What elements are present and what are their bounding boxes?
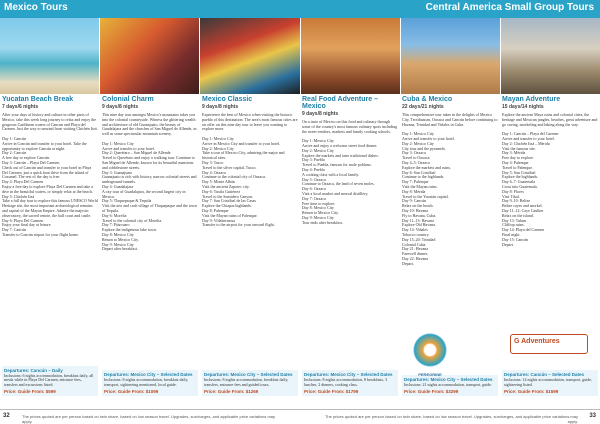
price-text: Price: Guide From: $1099: [104, 389, 159, 394]
inclusions-text: Inclusions: 21 nights accommodation, transport, guide.: [404, 382, 492, 388]
inclusions-text: Inclusions: 14 nights accommodation, transport, guide, sightseeing listed.: [504, 377, 592, 388]
price-text: Price: Guide From: $3299: [404, 389, 459, 394]
tour-title: Real Food Adventure – Mexico: [302, 96, 378, 110]
tour-duration: 9 days/8 nights: [102, 104, 139, 110]
tour-duration: 7 days/6 nights: [2, 104, 39, 110]
cuba-mexico-photo: [401, 18, 501, 94]
tour-title: Mexico Classic: [202, 96, 253, 103]
departure-box: [402, 375, 498, 396]
tour-itinerary: On a taste of Mexico on this food and culinary through some of the country's most famous culinary spots including the street vendors, markets and family cooking schools. Day 1: Mexico City Arrive and enjoy a welcome street food dinner. Day 2: Mexico City Explore the markets and taste traditional dishes. Day 3: Puebla Travel to Puebla, famous for mole poblano. Day 4: Puebla A cooking class with a local family. Day 5: Oaxaca Continue to Oaxaca, the land of seven moles. Day 6: Oaxaca Visit a local market and mezcal distillery. Day 7: Oaxaca Free time to explore. Day 8: Mexico City Return to Mexico City. Day 9: Mexico City Tour ends after breakfast.: [302, 119, 398, 225]
footer-note-left: The prices quoted are per person based on twin share, based on low season travel. Upgrades, surcharges, and applicable price variations may apply.: [22, 414, 276, 424]
inclusions-text: Inclusions: 8 nights accommodation, breakfast daily, transfers, entrance fees and guided tours.: [204, 377, 289, 388]
tour-duration: 9 days/8 nights: [302, 111, 339, 117]
tour-column: [302, 96, 398, 396]
departure-title: Departures: Cancún – Selected Dates: [504, 372, 585, 378]
tour-title: Colonial Charm: [102, 96, 154, 103]
tour-duration: 22 days/21 nights: [402, 104, 444, 110]
tour-itinerary: Explore the ancient Maya ruins and colonial cities, the heritage and Mexican jungles, beaches, great adventure and go caving, snorkeling and hiking along the way. Day 1: Cancún – Playa del Carmen Arrive and transfer to your hotel. Day 2: Chichén Itzá – Mérida Visit the famous site. Day 3: Mérida Free day to explore. Day 4: Palenque Travel to Palenque. Day 5: San Cristóbal Explore the highlands. Day 6–7: Guatemala Cross into Guatemala. Day 8: Flores Visit Tikal. Day 9–10: Belize Belize cayes and snorkel. Day 11–12: Caye Caulker Relax on the island. Day 13: Tulum Clifftop ruins. Day 14: Playa del Carmen Final night. Day 15: Cancún Depart.: [502, 112, 598, 247]
departure-title: Departures: Mexico City – Selected Dates: [104, 372, 193, 378]
footer-note-right: The prices quoted are per person based on twin share, based on low season travel. Upgrades, surcharges, and applicable price variations may apply.: [324, 414, 578, 424]
tour-duration: 15 days/14 nights: [502, 104, 544, 110]
tour-title: Mayan Adventure: [502, 96, 561, 103]
tour-itinerary: Experience the best of Mexico when visiting the historic pueblo of this destination. The area's most famous cities are on offer on this nine day tour to leave you wanting to explore more. Day 1: Mexico City Arrive in Mexico City and transfer to your hotel. Day 2: Mexico City Take a tour of Mexico City, admiring the major and historical sites. Day 3: Taxco Travel to the silver capital, Taxco. Day 4: Oaxaca Continue to the colonial city of Oaxaca. Day 5: Monte Albán Visit the ancient Zapotec city. Day 6: Tuxtla Gutiérrez Travel to the Sumidero Canyon. Day 7: San Cristóbal de las Casas Explore the Chiapas highlands. Day 8: Palenque Visit the Mayan ruins of Palenque. Day 9: Villahermosa Transfer to the airport for your onward flight.: [202, 112, 298, 228]
departure-box: [502, 370, 598, 396]
departure-title: Departures: Mexico City – Selected Dates: [404, 377, 493, 383]
photo-strip: [0, 18, 600, 94]
tour-column: [102, 96, 198, 396]
peregrine-logo-icon: [410, 330, 450, 370]
food-photo: [301, 18, 401, 94]
tour-itinerary: After your days of history and culture in other parts of Mexico, take this week long journey to relax and enjoy the gorgeous Caribbean waters of Cancun and Playa del Carmen. Just the way to unwind from visiting Chichén Itzá. Day 1: Cancún Arrive in Cancún and transfer to your hotel. Take the opportunity to explore Cancún at night. Day 2: Cancún A free day to explore Cancún. Day 3: Cancún – Playa Del Carmen Check out of Cancún and transfer to your hotel in Playa Del Carmen, just a quick boat drive from the island of Cozumel. The rest of the day is free. Day 4: Playa Del Carmen Enjoy a free day to explore Playa Del Carmen and take a dive in the beautiful waters, or simply relax at the beach. Day 5: Chichén Itzá Take a full day tour to explore this famous UNESCO World Heritage site, the most important archaeological remains and capital of the Mayan Empire. Admire the majestic observatory, the sacred cenote, the ball court and castle. Day 6: Playa Del Carmen Enjoy your final day at leisure. Day 7: Cancún Transfer to Cancún airport for your flight home.: [2, 112, 98, 237]
header-bar: [0, 0, 600, 18]
departure-box: [2, 366, 98, 396]
inclusions-text: Inclusions: 8 nights accommodation, breakfast daily, transport, sightseeing mentioned, local guide.: [104, 377, 189, 388]
inclusions-text: Inclusions: 6 nights accommodation, breakfast daily, all meals while in Playa Del Carmen, entrance fees, transfers and excursions listed.: [4, 372, 94, 388]
tour-itinerary: This nine day tour amongst Mexico's mountains takes you into the colonial countryside. Witness the glittering wealth and architecture of old Guanajuato, the beauty of Guadalajara and the churches of San Miguel de Allende, as well as some spectacular mountain scenery. Day 1: Mexico City Arrive and transfer to your hotel. Day 2: Querétaro – San Miguel de Allende Travel to Querétaro and enjoy a walking tour. Continue to San Miguel de Allende, known for its beautiful mansions and cobblestone streets. Day 3: Guanajuato Guanajuato is rich with history, narrow colonial streets and underground tunnels. Day 4: Guadalajara A city tour of Guadalajara, the second largest city in Mexico. Day 5: Tlaquepaque & Tequila Visit the arts and craft village of Tlaquepaque and the town of Tequila. Day 6: Morelia Travel to the colonial city of Morelia. Day 7: Pátzcuaro Explore the indigenous lake town. Day 8: Mexico City Return to Mexico City. Day 9: Mexico City Depart after breakfast.: [102, 112, 197, 252]
tour-duration: 9 days/8 nights: [202, 104, 239, 110]
departure-box: [202, 370, 298, 396]
page-footer: [0, 409, 600, 424]
page-number-left: 32: [3, 413, 10, 419]
g-adventures-logo-text: G Adventures: [514, 338, 560, 345]
peregrine-logo-text: PEREGRINE: [418, 372, 442, 377]
departure-title: Departures: Mexico City – Selected Dates: [304, 372, 393, 378]
mayan-ruins-photo: [501, 18, 600, 94]
beach-photo: [0, 18, 100, 94]
price-text: Price: Guide From: $1599: [504, 389, 559, 394]
page-number-right: 33: [589, 413, 596, 419]
tour-column: [202, 96, 298, 396]
departure-box: [302, 370, 398, 396]
departure-title: Departures: Mexico City – Selected Dates: [204, 372, 293, 378]
header-left-title: Mexico Tours: [4, 2, 68, 13]
colonial-photo: [100, 18, 200, 94]
price-text: Price: Guide From: $599: [4, 389, 56, 394]
departure-title: Departures: Cancún – Daily: [4, 367, 63, 373]
departure-box: [102, 370, 198, 396]
tour-column: [2, 96, 98, 396]
price-text: Price: Guide From: $1799: [304, 389, 359, 394]
mexico-classic-photo: [200, 18, 300, 94]
price-text: Price: Guide From: $1269: [204, 389, 259, 394]
tour-title: Cuba & Mexico: [402, 96, 453, 103]
header-right-title: Central America Small Group Tours: [425, 2, 594, 13]
tour-itinerary: This comprehensive tour takes in the delights of Mexico City, Teotihuacan, Oaxaca and Cancún before continuing to Havana, Trinidad and Viñales in Cuba. Day 1: Mexico City Arrive and transfer to your hotel. Day 2: Mexico City City tour and the pyramids. Day 3: Oaxaca Travel to Oaxaca. Day 4–5: Oaxaca Explore the markets and ruins. Day 6: San Cristóbal Continue to the highlands. Day 7: Palenque Visit the Mayan ruins. Day 8: Mérida Travel to the Yucatán capital. Day 9: Cancún Relax on the beach. Day 10: Havana Fly to Havana, Cuba. Day 11–13: Havana Explore Old Havana. Day 14: Viñales Tobacco country. Day 15–20: Trinidad Colonial Cuba. Day 21: Havana Farewell dinner. Day 22: Havana Depart.: [402, 112, 498, 266]
inclusions-text: Inclusions: 8 nights accommodation, 8 breakfasts, 3 lunches, 2 dinners, cooking class.: [304, 377, 388, 388]
tour-title: Yucatan Beach Break: [2, 96, 74, 103]
